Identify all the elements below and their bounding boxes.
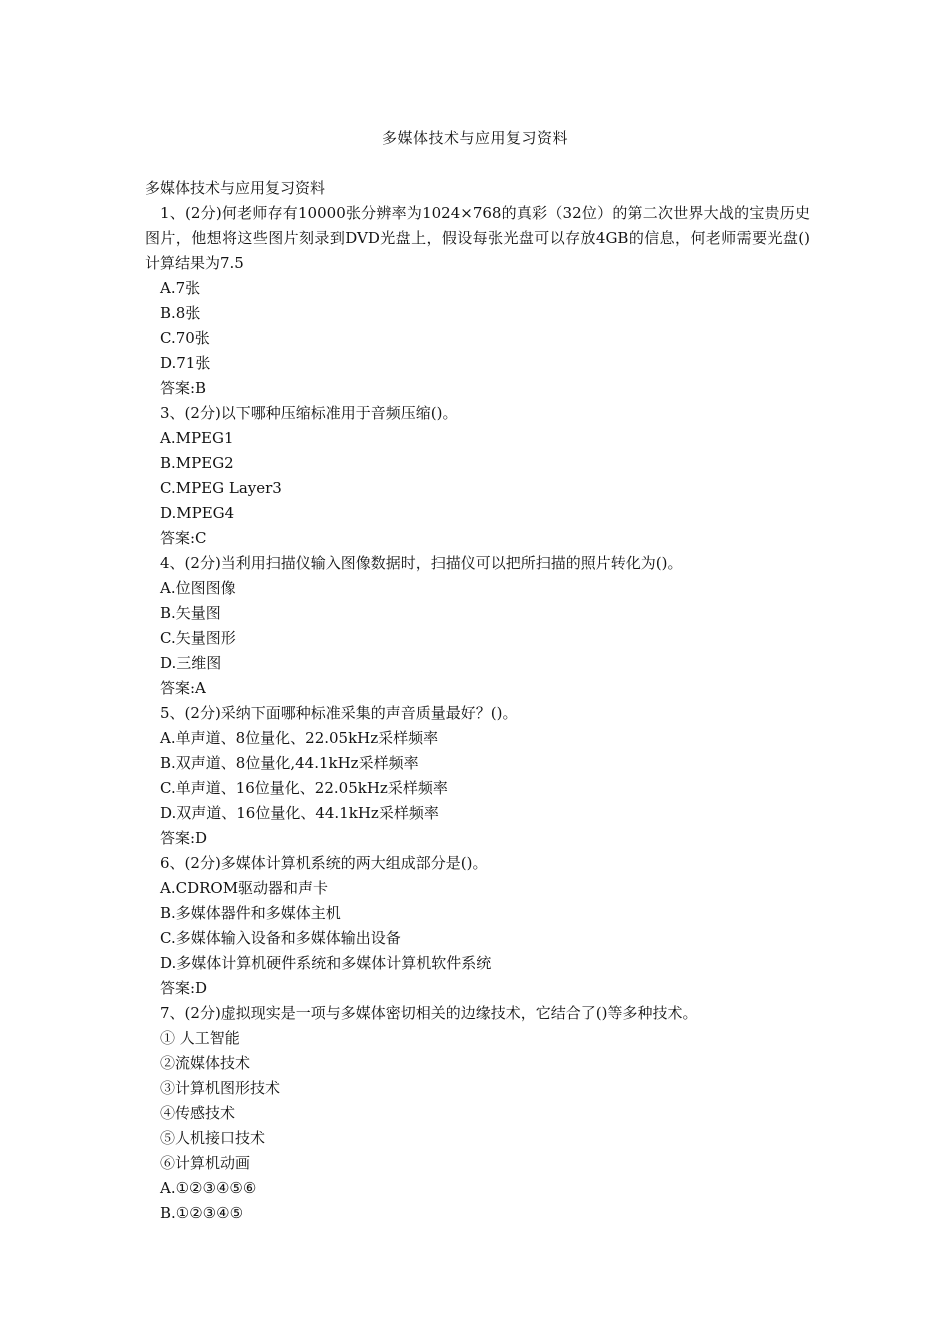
option-c: C.70张 <box>160 329 210 347</box>
question-text: 3、(2分)以下哪种压缩标准用于音频压缩()。 <box>160 404 458 422</box>
numbered-item: ⑥计算机动画 <box>160 1154 251 1172</box>
option-d: D.三维图 <box>160 654 222 672</box>
option-b: B.双声道、8位量化,44.1kHz采样频率 <box>160 754 419 772</box>
answer-text: 答案:C <box>160 529 207 547</box>
option-c: C.多媒体输入设备和多媒体输出设备 <box>160 929 401 947</box>
answer-text: 答案:D <box>160 979 208 997</box>
option-c: C.MPEG Layer3 <box>160 479 282 497</box>
option-b: B.MPEG2 <box>160 454 234 472</box>
question-text: 5、(2分)采纳下面哪种标准采集的声音质量最好？()。 <box>160 704 518 722</box>
document-body <box>145 176 810 1226</box>
answer-text: 答案:B <box>160 379 207 397</box>
numbered-item: ④传感技术 <box>160 1104 236 1122</box>
option-d: D.多媒体计算机硬件系统和多媒体计算机软件系统 <box>160 954 492 972</box>
page-title: 多媒体技术与应用复习资料 <box>381 129 568 147</box>
question-text: 6、(2分)多媒体计算机系统的两大组成部分是()。 <box>160 854 488 872</box>
question-block <box>145 201 810 401</box>
option-a: A.MPEG1 <box>160 429 234 447</box>
question-text: 1、(2分)何老师存有10000张分辨率为1024×768的真彩（32位）的第二次世界大战的宝贵历史图片，他想将这些图片刻录到DVD光盘上，假设每张光盘可以存放4GB的信息，何老师需要光盘() 计算结果为7.5 <box>145 204 810 272</box>
option-b: B.①②③④⑤ <box>160 1204 244 1222</box>
numbered-item: ⑤人机接口技术 <box>160 1129 266 1147</box>
option-b: B.矢量图 <box>160 604 221 622</box>
numbered-item: ① 人工智能 <box>160 1029 240 1047</box>
option-a: A.CDROM驱动器和声卡 <box>160 879 329 897</box>
document-subtitle: 多媒体技术与应用复习资料 <box>145 179 326 197</box>
question-block <box>145 1001 810 1226</box>
question-block <box>145 851 810 1001</box>
option-c: C.矢量图形 <box>160 629 236 647</box>
option-a: A.位图图像 <box>160 579 236 597</box>
question-block <box>145 551 810 701</box>
answer-text: 答案:A <box>160 679 206 697</box>
option-a: A.单声道、8位量化、22.05kHz采样频率 <box>160 729 439 747</box>
option-d: D.双声道、16位量化、44.1kHz采样频率 <box>160 804 439 822</box>
option-b: B.8张 <box>160 304 201 322</box>
option-a: A.①②③④⑤⑥ <box>160 1179 257 1197</box>
option-c: C.单声道、16位量化、22.05kHz采样频率 <box>160 779 448 797</box>
option-a: A.7张 <box>160 279 201 297</box>
question-text: 4、(2分)当利用扫描仪输入图像数据时，扫描仪可以把所扫描的照片转化为()。 <box>160 554 683 572</box>
option-d: D.MPEG4 <box>160 504 235 522</box>
question-block <box>145 401 810 551</box>
option-d: D.71张 <box>160 354 211 372</box>
numbered-item: ③计算机图形技术 <box>160 1079 281 1097</box>
question-block <box>145 701 810 851</box>
question-text: 7、(2分)虚拟现实是一项与多媒体密切相关的边缘技术，它结合了()等多种技术。 <box>160 1004 698 1022</box>
numbered-item: ②流媒体技术 <box>160 1054 251 1072</box>
answer-text: 答案:D <box>160 829 208 847</box>
option-b: B.多媒体器件和多媒体主机 <box>160 904 341 922</box>
